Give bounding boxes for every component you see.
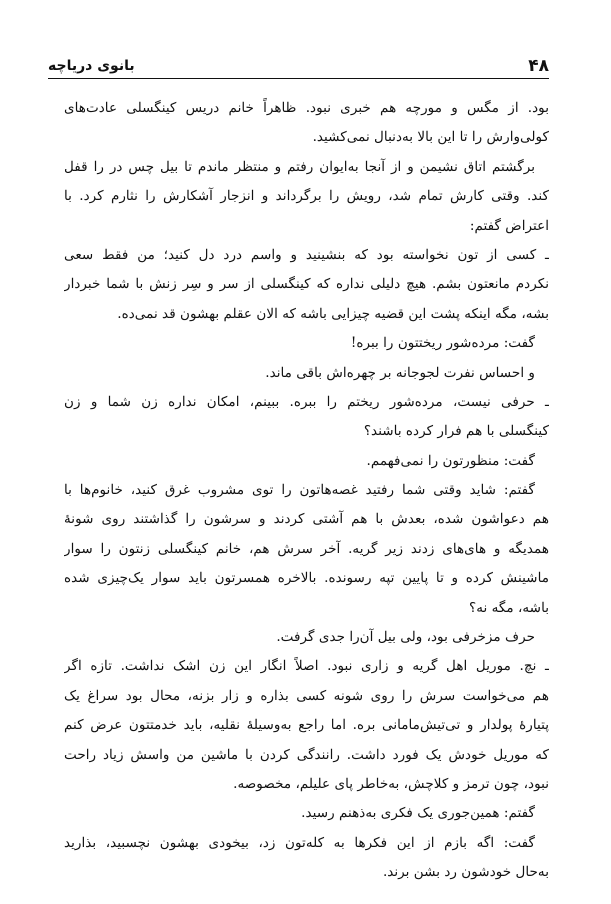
text-line: همدیگه و های‌های زدند زیر گریه. آخر سرش هم، خانم کینگسلی زنتون را سوار (64, 540, 549, 557)
text-line: پتیارهٔ پولدار و تی‌تیش‌مامانی بره. اما راجع به‌وسیلهٔ نقلیه، باید خدمتتون عرض کنم (64, 717, 549, 734)
text-line: کولی‌وارش را تا این بالا به‌دنبال نمی‌کشید. (312, 129, 549, 146)
text-line: بود. از مگس و مورچه هم خبری نبود. ظاهراً خانم دریس کینگسلی عادت‌های (64, 100, 549, 116)
page-header (48, 50, 549, 76)
text-line: ـ حرفی نیست، مرده‌شور ریختم را ببره. ببینم، امکان نداره زن شما و زن (64, 393, 549, 410)
running-title: بانوی دریاچه (48, 58, 135, 74)
text-line: گفتم: همین‌جوری یک فکری به‌ذهنم رسید. (301, 805, 535, 822)
text-line: ـ کسی از تون نخواسته بود که بنشینید و واسم درد دل کنید؛ من فقط سعی (64, 246, 549, 263)
text-line: کینگسلی با هم فرار کرده باشند؟ (363, 423, 549, 440)
text-line: نکردم مانعتون بشم. هیچ دلیلی نداره که کینگسلی از سر و سِر زنش با شما خبردار (64, 276, 549, 293)
text-line: به‌حال خودشون رد بشن برند. (382, 864, 549, 881)
text-line: کند. وقتی کارش تمام شد، رویش را برگرداند و انزجار آشکارش را نثارم کرد. با (64, 188, 549, 205)
text-line: هم می‌خواست سرش را روی شونه کسی بذاره و زار بزنه، محال بود سراغ یک (64, 687, 549, 704)
text-line: و احساس نفرت لجوجانه بر چهره‌اش باقی ماند. (265, 364, 535, 381)
text-line: برگشتم اتاق نشیمن و از آنجا به‌ایوان رفتم و منتظر ماندم تا بیل چس در را قفل (64, 158, 535, 175)
text-line: حرف مزخرفی بود، ولی بیل آن‌را جدی گرفت. (276, 629, 535, 646)
text-line: هم دعواشون شده، بعدش با هم آشتی کردند و سرشون را گذاشتند روی شونهٔ (64, 511, 549, 528)
text-line: نبود، چون ترمز و کلاچش، به‌خاطر پای علیلم، مخصوصه. (233, 775, 549, 792)
page-number: ۴۸ (528, 56, 549, 76)
text-line: گفتم: شاید وقتی شما رفتید غصه‌هاتون را توی مشروب غرق کنید، خانوم‌ها با (64, 482, 535, 499)
text-line: باشه، مگه نه؟ (469, 599, 549, 616)
header-divider (48, 78, 549, 79)
text-line: گفت: منظورتون را نمی‌فهمم. (366, 452, 535, 469)
text-line: که موریل خودش یک فورد داشت. رانندگی کردن با ماشین من واسش زیاد راحت (64, 746, 549, 763)
text-line: گفت: اگه بازم از این فکرها به کله‌تون زد، بیخودی بهشون نچسبید، بذارید (64, 834, 535, 851)
text-line: گفت: مرده‌شور ریختتون را ببره! (350, 335, 535, 352)
text-line: ـ نچ. موریل اهل گریه و زاری نبود. اصلاً انگار این زن اشک نداشت. تازه اگر (64, 658, 549, 675)
text-line: ماشینش کرده و تا پایین تپه رسونده. بالاخره همسرتون باید سوار یک‌چیزی شده (64, 570, 549, 587)
body-text (64, 94, 549, 888)
text-line: بشه، مگه اینکه پشت این قضیه چیزایی باشه که الان عقلم بهشون قد نمی‌ده. (117, 305, 549, 322)
text-line: اعتراض گفتم: (469, 217, 549, 234)
